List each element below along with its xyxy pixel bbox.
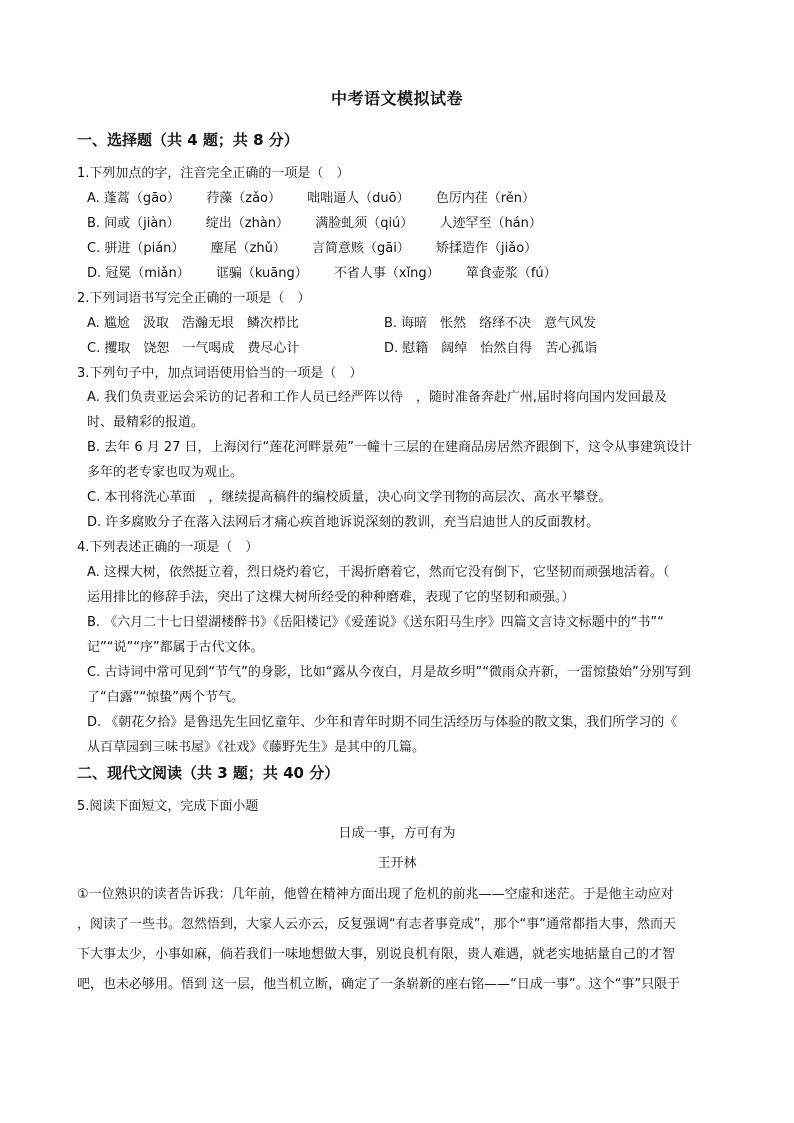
page-title: 中考语文模拟试卷 xyxy=(330,89,463,108)
question-2-option-b: B. 诲暗 怅然 络绎不决 意气风发 xyxy=(384,316,597,331)
article-paragraph-line-3: 下大事太少，小事如麻，倘若我们一味地想做大事，别说良机有限，贵人难遇，就老实地掂量自己的才智 xyxy=(77,947,676,962)
question-2-option-c: C. 攫取 饶恕 一气喝成 费尽心计 xyxy=(87,341,300,356)
question-1-option-c xyxy=(87,237,537,256)
question-2-option-d: D. 慰籍 阔绰 怡然自得 苦心孤诣 xyxy=(384,341,598,356)
article-title: 日成一事，方可有为 xyxy=(338,826,456,841)
question-4-option-d-line2: 从百草园到三味书屋》《社戏》《藤野先生》是其中的几篇。 xyxy=(87,740,426,755)
question-3-option-a-line2: 时、最精彩的报道。 xyxy=(87,415,205,430)
question-4-option-c-line1: C. 古诗词中常可见到“节气”的身影，比如“露从今夜白，月是故乡明”“微雨众卉新，一雷惊蛰始”分别写到 xyxy=(87,665,691,680)
question-3-option-c: C. 本刊将洗心革面 ，继续提高稿件的编校质量，决心向文学刊物的高层次、高水平攀登。 xyxy=(87,490,612,505)
option-b-item-2: 绽出（zhàn） xyxy=(205,216,290,231)
question-2-option-a: A. 尴尬 汲取 浩瀚无垠 鳞次栉比 xyxy=(87,316,299,331)
option-c-item-3: 言简意赅（gāi） xyxy=(312,241,410,256)
question-4-stem: 4.下列表述正确的一项是（ ） xyxy=(77,540,259,555)
option-d-item-3: 不省人事（xǐng） xyxy=(333,266,440,281)
option-b-item-4: 人迹罕至（hán） xyxy=(439,216,542,231)
option-a-item-4: 色厉内荏（rěn） xyxy=(435,191,536,206)
option-b-item-1: B. 间或（jiàn） xyxy=(87,216,180,231)
option-d-item-4: 箪食壶浆（fú） xyxy=(465,266,557,281)
question-4-option-d-line1: D. 《朝花夕拾》是鲁迅先生回忆童年、少年和青年时期不同生活经历与体验的散文集，我们所学习的《 xyxy=(87,715,678,730)
option-a-item-3: 咄咄逼人（duō） xyxy=(307,191,410,206)
article-paragraph-line-4: 吧，也未必够用。悟到 这一层，他当机立断，确定了一条崭新的座右铭——“日成一事”。这个“事”只限于 xyxy=(77,977,681,992)
option-d-item-2: 诓骗（kuāng） xyxy=(215,266,308,281)
question-1-stem: 1.下列加点的字，注音完全正确的一项是（ ） xyxy=(77,166,350,181)
question-3-option-b-line1: B. 去年 6 月 27 日，上海闵行“莲花河畔景苑”一幢十三层的在建商品房居然齐跟倒下，这令从事建筑设计 xyxy=(87,440,692,455)
article-paragraph-line-1: ①一位熟识的读者告诉我：几年前，他曾在精神方面出现了危机的前兆——空虚和迷茫。于是他主动应对 xyxy=(77,887,674,902)
option-a-item-2: 荇藻（zǎo） xyxy=(206,191,281,206)
article-author: 王开林 xyxy=(377,856,417,871)
question-4-option-a-line1: A. 这棵大树，依然挺立着，烈日烧灼着它，干渴折磨着它，然而它没有倒下，它坚韧而顽强地活着。（ xyxy=(87,565,670,580)
option-b-item-3: 满脸虬须（qiú） xyxy=(315,216,414,231)
question-1-option-d xyxy=(87,262,557,281)
question-4-option-b-line1: B. 《六月二十七日望湖楼醉书》《岳阳楼记》《爱莲说》《送东阳马生序》四篇文言诗文标题中的“书”“ xyxy=(87,615,664,630)
section-heading-choice: 一、选择题（共 4 题；共 8 分） xyxy=(77,131,299,149)
option-c-item-4: 矫揉造作（jiǎo） xyxy=(436,241,538,256)
question-4-option-b-line2: 记”“说”“序”都属于古代文体。 xyxy=(87,640,264,655)
option-c-item-1: C. 骈进（pián） xyxy=(87,241,185,256)
question-5-stem: 5.阅读下面短文，完成下面小题 xyxy=(77,799,259,814)
question-4-option-c-line2: 了“白露”“惊蛰”两个节气。 xyxy=(87,690,244,705)
option-c-item-2: 麈尾（zhǔ） xyxy=(210,241,286,256)
question-1-option-b xyxy=(87,212,542,231)
option-a-item-1: A. 蓬蒿（gāo） xyxy=(87,191,181,206)
question-3-option-b-line2: 多年的老专家也叹为观止。 xyxy=(87,465,244,480)
question-3-stem: 3.下列句子中，加点词语使用恰当的一项是（ ） xyxy=(77,366,363,381)
question-1-option-a xyxy=(87,187,535,206)
option-d-item-1: D. 冠冕（miǎn） xyxy=(87,266,190,281)
question-4-option-a-line2: 运用排比的修辞手法，突出了这棵大树所经受的种种磨难，表现了它的坚韧和顽强。） xyxy=(87,590,575,605)
section-heading-reading: 二、现代文阅读（共 3 题；共 40 分） xyxy=(77,764,340,782)
question-3-option-a-line1: A. 我们负责亚运会采访的记者和工作人员已经严阵以待 ，随时准备奔赴广州,届时将向国内发回最及 xyxy=(87,390,668,405)
question-3-option-d: D. 许多腐败分子在落入法网后才痛心疾首地诉说深刻的教训，充当启迪世人的反面教材。 xyxy=(87,515,600,530)
question-2-stem: 2.下列词语书写完全正确的一项是（ ） xyxy=(77,291,311,306)
article-paragraph-line-2: ，阅读了一些书。忽然悟到，大家人云亦云，反复强调“有志者事竟成”，那个“事”通常都指大事，然而天 xyxy=(77,917,676,932)
